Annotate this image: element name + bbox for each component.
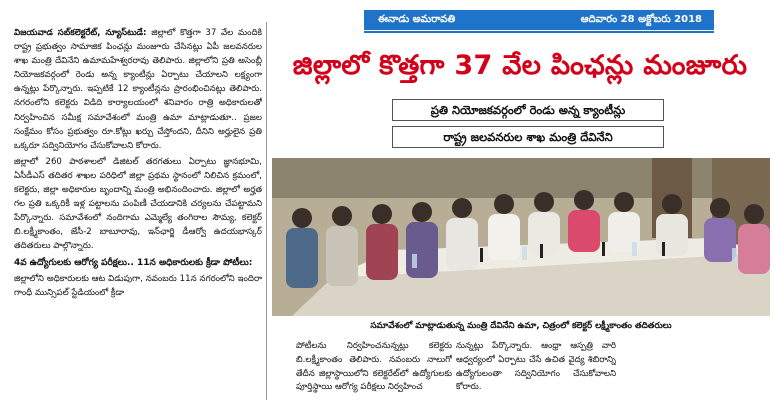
subheading-1: ప్రతి నియోజకవర్గంలో రెండు అన్న క్యాంటీన్లు — [392, 99, 664, 121]
photo-caption: సమావేశంలో మాట్లాడుతున్న మంత్రి దేవినేని ఉమా, చిత్రంలో కలెక్టర్ లక్ష్మీకాంతం తదితరులు — [370, 321, 672, 331]
masthead-underline — [364, 31, 714, 33]
subheading-2: రాష్ట్ర జలవనరుల శాఖ మంత్రి దేవినేని — [392, 126, 664, 148]
meeting-photo-illustration — [272, 158, 770, 316]
dateline: విజయవాడ సబ్‌కలెక్టరేట్, న్యూస్‌టుడే: — [14, 28, 147, 38]
paragraph-text: జిల్లాలో కొత్తగా 37 వేల మందికి రాష్ట్ర ప్రభుత్వం సామాజిక పింఛన్లు మంజూరు చేసినట్లు ఏపీ జలవనరుల శాఖ మంత్రి దేవినేని ఉమామహేశ్వరరావు తెలిపారు. జిల్లాలోని ప్రతి అసెంబ్లీ నియోజకవర్గంలో రెండు అన్న క్యాంటీన్లు ఏర్పాటు చేయాలని లక్ష్యంగా ఉన్నట్లు పేర్కొన్నారు. ఇప్పటికే 12 క్యాంటీన్లను ప్రారంభించినట్లు తెలిపారు. నగరంలోని కలెక్టరు విడిది కార్యాలయంలో శనివారం రాత్రి అధికారులతో నిర్వహించిన సమీక్ష సమావేశంలో మంత్రి ఉమా మాట్లాడుతూ.. ప్రజల సంక్షేమం కోసం ప్రభుత్వం రూ.కోట్లు ఖర్చు చేస్తోందని, దీనిని అర్హులైన ప్రతి ఒక్కరూ సద్వినియోగం చేసుకోవాలని కోరారు. — [14, 28, 262, 151]
edition-date: ఆదివారం 28 అక్టోబరు 2018 — [580, 14, 702, 25]
left-article-column — [14, 26, 262, 398]
column-divider — [266, 22, 267, 400]
article-paragraph-1 — [14, 26, 262, 153]
masthead-banner — [364, 10, 714, 30]
article-paragraph-2: జిల్లాలో 260 పాఠశాలలో డిజిటల్ తరగతులు ఏర్పాటు జ్ఞానభూమి, ఏసీడీఎస్ తదితర శాఖల పరిధిలో జిల్లా ప్రథమ స్థానంలో నిలిచిన క్రమంలో, కలెక్టరు, జిల్లా అధికారుల బృందాన్ని మంత్రి అభినందించారు. జిల్లాలో అర్హత గల ప్రతి ఒక్కరికీ ఇళ్ల పట్టాలను పంపిణీ చేయడానికి చర్యలను చేపట్టామని పేర్కొన్నారు. సమావేశంలో నందిగామ ఎమ్మెల్యే తంగిరాల సౌమ్య, కలెక్టర్ బి.లక్ష్మీకాంతం, జేసీ-2 బాబూరావు, ఇన్‌ఛార్జి డీఆర్వో ఉదయభాస్కర్ తదితరులు పాల్గొన్నారు. — [14, 156, 262, 252]
headline: జిల్లాలో కొత్తగా 37 వేల పింఛన్లు మంజూరు — [292, 50, 748, 81]
bottom-column-1: పోటీలను నిర్వహించనున్నట్లు కలెక్టరు బి.లక్ష్మీకాంతం తెలిపారు. నవంబరు నాలుగో తేదీన జిల్లాస్థాయిలోని కలెక్టరేట్‌లో ఉద్యోగులకు పూర్తిస్థాయి ఆరోగ్య పరీక్షలు నిర్వహించ — [296, 341, 452, 393]
bottom-column-2: నున్నట్లు పేర్కొన్నారు. ఆంధ్రా ఆస్పత్రి వారి ఆధ్వర్యంలో ఏర్పాటు చేసే ఉచిత వైద్య శిబిరాన్ని ఉద్యోగులంతా సద్వినియోగం చేసుకోవాలని కోరారు. — [456, 341, 616, 393]
edition-name: ఈనాడు అమరావతి — [378, 14, 456, 25]
article-paragraph-3: జిల్లాలోని అధికారులకు ఆట విడుపుగా, నవంబరు 11న నగరంలోని ఇందిరా గాంధీ మున్సిపల్ స్టేడియంలో క్రీడా — [14, 273, 262, 298]
meeting-photo — [272, 158, 770, 316]
article-subheading: 4వ ఉద్యోగులకు ఆరోగ్య పరీక్షలు.. 11న అధికారులకు క్రీడా పోటీలు: — [14, 257, 253, 268]
bottom-column-3 — [622, 340, 770, 400]
